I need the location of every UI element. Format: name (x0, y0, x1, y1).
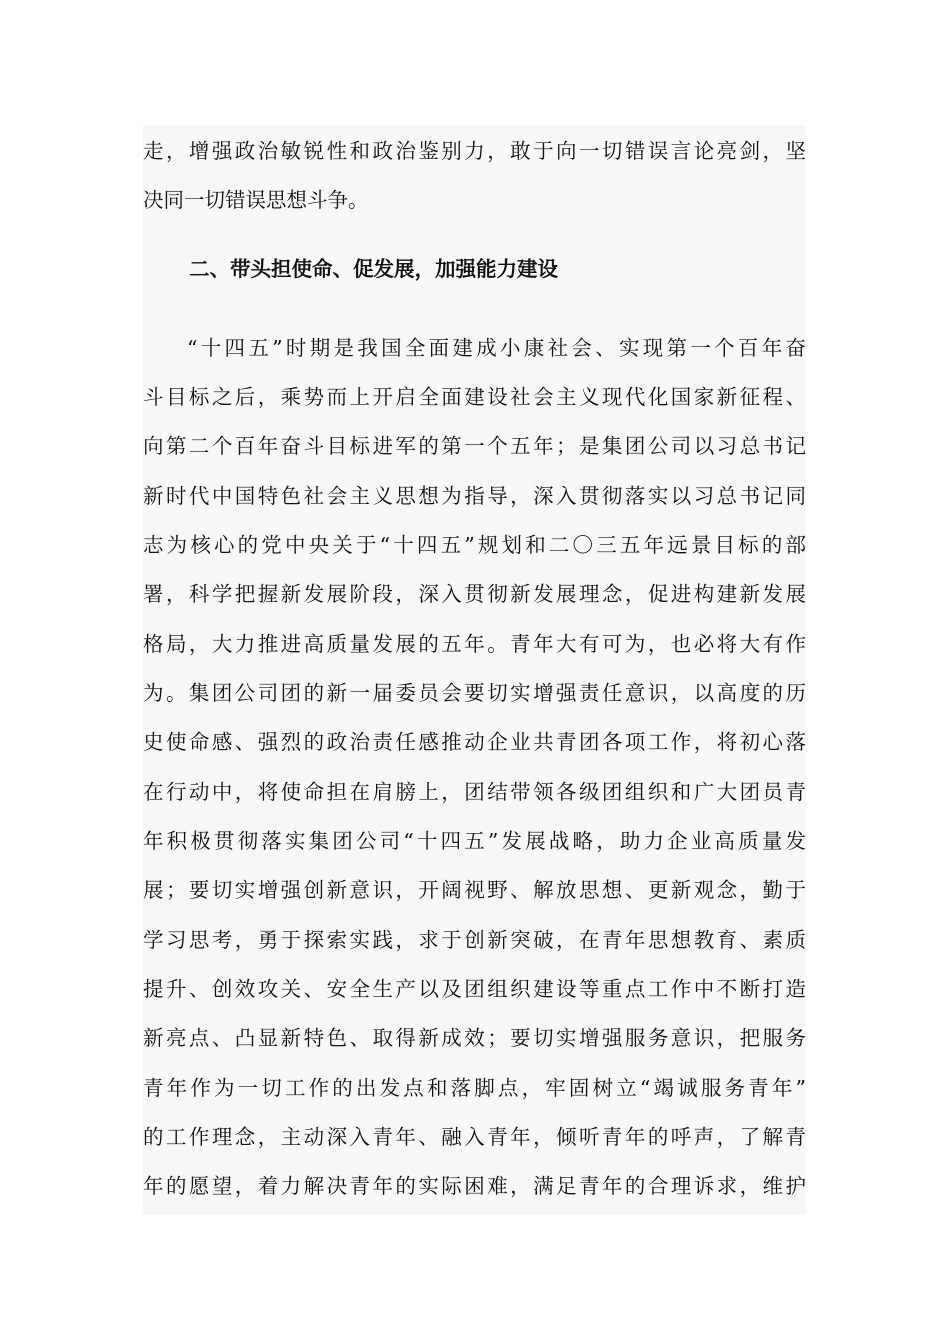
body-line-2: 斗目标之后，乘势而上开启全面建设社会主义现代化国家新征程、 (143, 385, 806, 409)
body-line-9: 史使命感、强烈的政治责任感推动企业共青团各项工作，将初心落 (143, 730, 806, 754)
body-line-7: 格局，大力推进高质量发展的五年。青年大有可为，也必将大有作 (143, 632, 806, 656)
intro-line-1: 走，增强政治敏锐性和政治鉴别力，敢于向一切错误言论亮剑，坚 (143, 139, 806, 163)
body-line-6: 署，科学把握新发展阶段，深入贯彻新发展理念，促进构建新发展 (143, 582, 806, 606)
body-line-13: 学习思考，勇于探索实践，求于创新突破，在青年思想教育、素质 (143, 928, 806, 952)
body-line-14: 提升、创效攻关、安全生产以及团组织建设等重点工作中不断打造 (143, 977, 806, 1001)
intro-line-2: 决同一切错误思想斗争。 (143, 188, 369, 212)
document-text-area (143, 125, 806, 1215)
body-line-1: “十四五”时期是我国全面建成小康社会、实现第一个百年奋 (187, 336, 806, 360)
body-line-10: 在行动中，将使命担在肩膀上，团结带领各级团组织和广大团员青 (143, 780, 806, 804)
body-line-16: 青年作为一切工作的出发点和落脚点，牢固树立“竭诚服务青年” (143, 1076, 806, 1100)
body-line-11: 年积极贯彻落实集团公司“十四五”发展战略，助力企业高质量发 (143, 829, 806, 853)
body-line-18: 年的愿望，着力解决青年的实际困难，满足青年的合理诉求，维护 (143, 1174, 806, 1198)
section-heading: 二、带头担使命、促发展，加强能力建设 (189, 257, 558, 281)
body-line-12: 展；要切实增强创新意识，开阔视野、解放思想、更新观念，勤于 (143, 878, 806, 902)
body-line-3: 向第二个百年奋斗目标进军的第一个五年；是集团公司以习总书记 (143, 434, 806, 458)
body-line-17: 的工作理念，主动深入青年、融入青年，倾听青年的呼声，了解青 (143, 1125, 806, 1149)
body-line-4: 新时代中国特色社会主义思想为指导，深入贯彻落实以习总书记同 (143, 484, 806, 508)
body-line-15: 新亮点、凸显新特色、取得新成效；要切实增强服务意识，把服务 (143, 1026, 806, 1050)
body-line-5: 志为核心的党中央关于“十四五”规划和二〇三五年远景目标的部 (143, 533, 806, 557)
body-line-8: 为。集团公司团的新一届委员会要切实增强责任意识，以高度的历 (143, 681, 806, 705)
